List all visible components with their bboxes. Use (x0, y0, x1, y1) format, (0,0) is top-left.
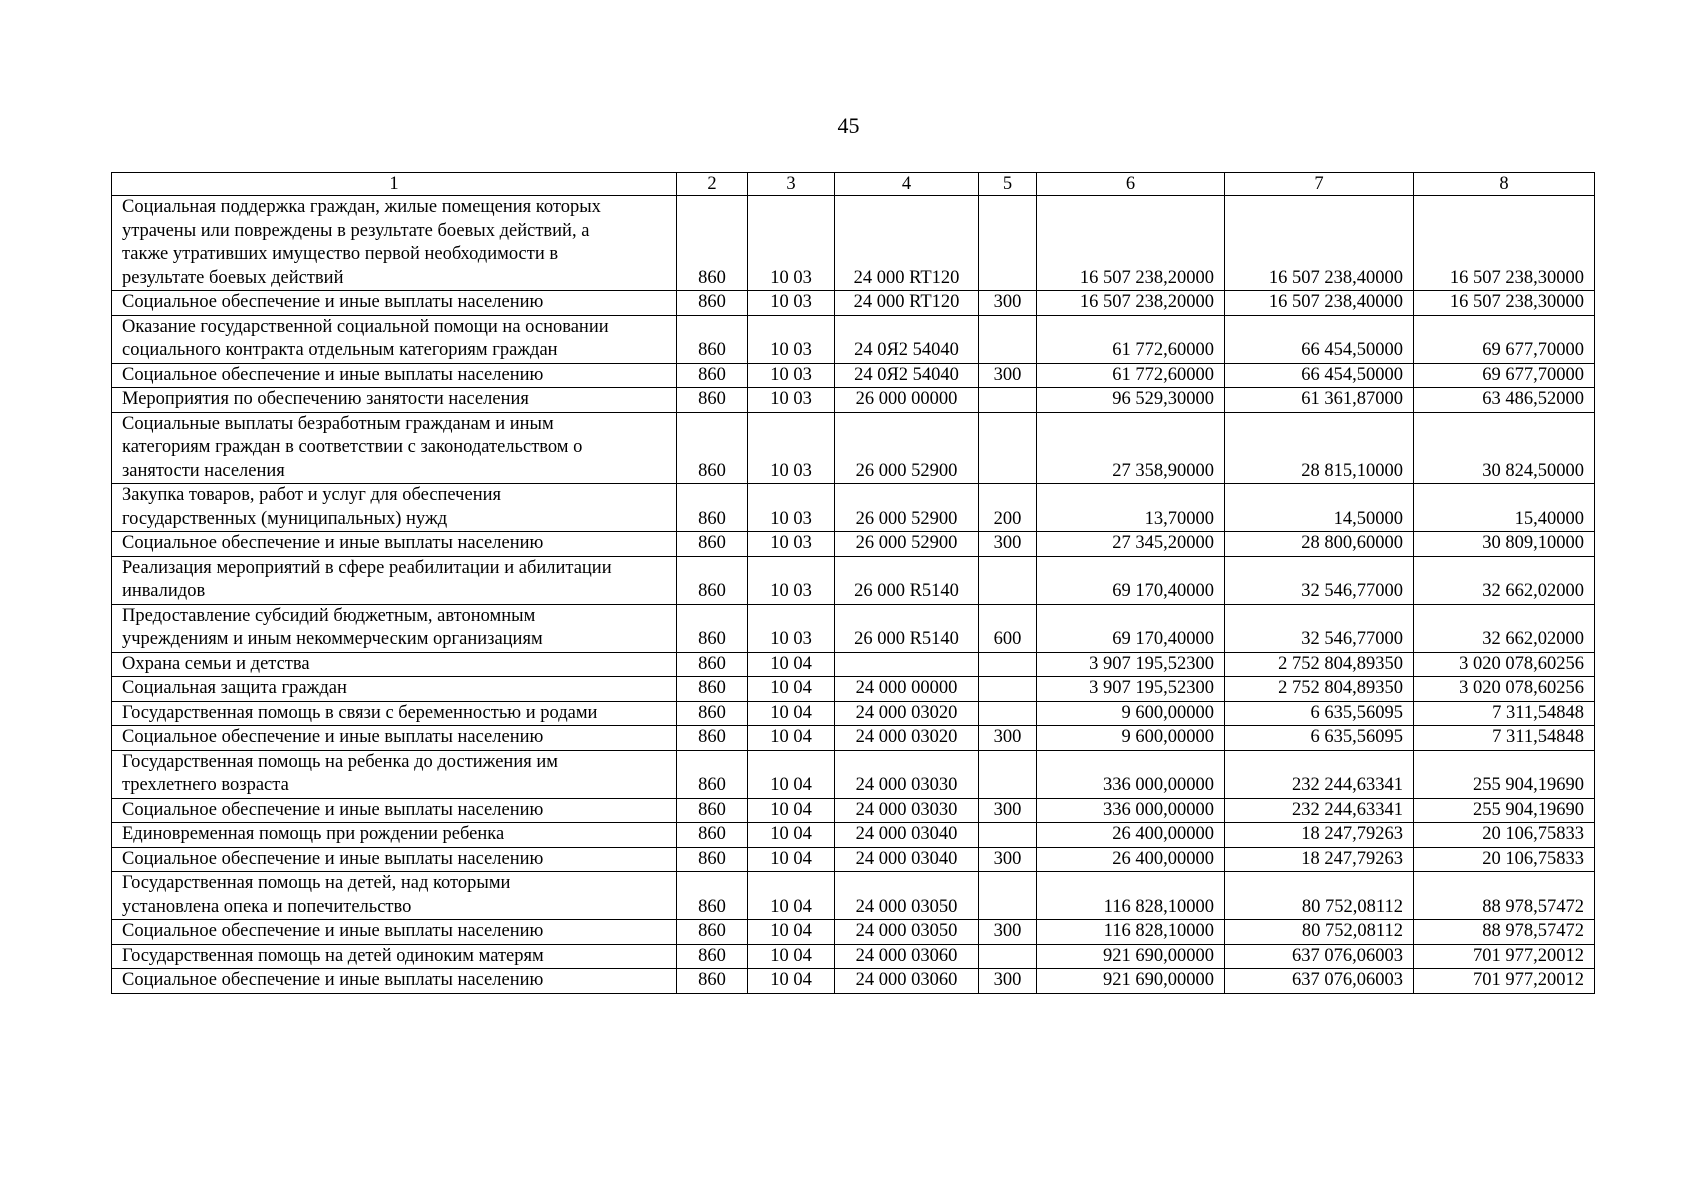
table-row (112, 196, 1595, 291)
row-name-cell: Социальное обеспечение и иные выплаты населению (112, 798, 677, 823)
header-cell: 4 (835, 173, 979, 196)
section-code-cell: 10 03 (748, 412, 835, 484)
amount-col7-cell: 2 752 804,89350 (1225, 677, 1414, 702)
amount-col6-cell: 69 170,40000 (1037, 604, 1225, 652)
expense-type-cell (979, 196, 1037, 291)
header-cell: 7 (1225, 173, 1414, 196)
target-code-cell: 26 000 R5140 (835, 556, 979, 604)
expense-type-cell (979, 944, 1037, 969)
admin-code-cell: 860 (677, 196, 748, 291)
amount-col8-cell: 69 677,70000 (1414, 363, 1595, 388)
expense-type-cell: 300 (979, 847, 1037, 872)
amount-col7-cell: 637 076,06003 (1225, 969, 1414, 994)
admin-code-cell: 860 (677, 363, 748, 388)
amount-col8-cell: 255 904,19690 (1414, 750, 1595, 798)
table-row (112, 363, 1595, 388)
amount-col7-cell: 66 454,50000 (1225, 363, 1414, 388)
admin-code-cell: 860 (677, 556, 748, 604)
section-code-cell: 10 04 (748, 701, 835, 726)
amount-col7-cell: 32 546,77000 (1225, 556, 1414, 604)
expense-type-cell (979, 652, 1037, 677)
row-name-cell: Государственная помощь на детей, над которыми установлена опека и попечительство (112, 872, 677, 920)
amount-col6-cell: 61 772,60000 (1037, 363, 1225, 388)
table-row (112, 677, 1595, 702)
expense-type-cell: 200 (979, 484, 1037, 532)
admin-code-cell: 860 (677, 388, 748, 413)
target-code-cell: 24 0Я2 54040 (835, 363, 979, 388)
amount-col6-cell: 26 400,00000 (1037, 823, 1225, 848)
header-cell: 8 (1414, 173, 1595, 196)
admin-code-cell: 860 (677, 798, 748, 823)
amount-col6-cell: 61 772,60000 (1037, 315, 1225, 363)
amount-col8-cell: 63 486,52000 (1414, 388, 1595, 413)
row-name-cell: Социальное обеспечение и иные выплаты населению (112, 920, 677, 945)
admin-code-cell: 860 (677, 944, 748, 969)
target-code-cell: 24 000 03030 (835, 750, 979, 798)
amount-col7-cell: 637 076,06003 (1225, 944, 1414, 969)
target-code-cell (835, 652, 979, 677)
amount-col6-cell: 96 529,30000 (1037, 388, 1225, 413)
amount-col7-cell: 232 244,63341 (1225, 798, 1414, 823)
table-row (112, 823, 1595, 848)
amount-col8-cell: 16 507 238,30000 (1414, 196, 1595, 291)
amount-col8-cell: 20 106,75833 (1414, 823, 1595, 848)
table-row (112, 944, 1595, 969)
row-name-cell: Социальное обеспечение и иные выплаты населению (112, 969, 677, 994)
amount-col7-cell: 6 635,56095 (1225, 701, 1414, 726)
amount-col6-cell: 921 690,00000 (1037, 944, 1225, 969)
amount-col8-cell: 20 106,75833 (1414, 847, 1595, 872)
row-name-cell: Государственная помощь на ребенка до достижения им трехлетнего возраста (112, 750, 677, 798)
amount-col8-cell: 3 020 078,60256 (1414, 652, 1595, 677)
table-row (112, 872, 1595, 920)
target-code-cell: 24 000 03050 (835, 872, 979, 920)
target-code-cell: 24 000 03060 (835, 969, 979, 994)
header-cell: 2 (677, 173, 748, 196)
row-name-cell: Единовременная помощь при рождении ребенка (112, 823, 677, 848)
amount-col6-cell: 16 507 238,20000 (1037, 291, 1225, 316)
table-row (112, 920, 1595, 945)
row-name-cell: Государственная помощь на детей одиноким матерям (112, 944, 677, 969)
header-cell: 3 (748, 173, 835, 196)
amount-col6-cell: 116 828,10000 (1037, 872, 1225, 920)
row-name-cell: Предоставление субсидий бюджетным, автономным учреждениям и иным некоммерческим организациям (112, 604, 677, 652)
table-row (112, 701, 1595, 726)
admin-code-cell: 860 (677, 750, 748, 798)
header-cell: 1 (112, 173, 677, 196)
amount-col6-cell: 3 907 195,52300 (1037, 652, 1225, 677)
expense-type-cell (979, 315, 1037, 363)
amount-col8-cell: 16 507 238,30000 (1414, 291, 1595, 316)
amount-col7-cell: 28 800,60000 (1225, 532, 1414, 557)
amount-col8-cell: 3 020 078,60256 (1414, 677, 1595, 702)
target-code-cell: 26 000 52900 (835, 412, 979, 484)
admin-code-cell: 860 (677, 291, 748, 316)
target-code-cell: 26 000 00000 (835, 388, 979, 413)
header-cell: 5 (979, 173, 1037, 196)
amount-col8-cell: 7 311,54848 (1414, 701, 1595, 726)
target-code-cell: 24 000 03040 (835, 847, 979, 872)
amount-col6-cell: 336 000,00000 (1037, 798, 1225, 823)
target-code-cell: 24 000 RT120 (835, 291, 979, 316)
admin-code-cell: 860 (677, 969, 748, 994)
header-row (112, 173, 1595, 196)
section-code-cell: 10 04 (748, 920, 835, 945)
admin-code-cell: 860 (677, 847, 748, 872)
section-code-cell: 10 04 (748, 847, 835, 872)
table-row (112, 315, 1595, 363)
expense-type-cell (979, 388, 1037, 413)
target-code-cell: 26 000 52900 (835, 532, 979, 557)
row-name-cell: Реализация мероприятий в сфере реабилитации и абилитации инвалидов (112, 556, 677, 604)
row-name-cell: Социальное обеспечение и иные выплаты населению (112, 363, 677, 388)
amount-col6-cell: 116 828,10000 (1037, 920, 1225, 945)
amount-col6-cell: 13,70000 (1037, 484, 1225, 532)
amount-col7-cell: 80 752,08112 (1225, 872, 1414, 920)
expense-type-cell (979, 701, 1037, 726)
amount-col6-cell: 921 690,00000 (1037, 969, 1225, 994)
amount-col8-cell: 30 824,50000 (1414, 412, 1595, 484)
expense-type-cell: 300 (979, 726, 1037, 751)
table-row (112, 484, 1595, 532)
page-number: 45 (837, 113, 860, 138)
expense-type-cell: 300 (979, 969, 1037, 994)
admin-code-cell: 860 (677, 872, 748, 920)
row-name-cell: Социальное обеспечение и иные выплаты населению (112, 291, 677, 316)
section-code-cell: 10 03 (748, 604, 835, 652)
target-code-cell: 24 000 03050 (835, 920, 979, 945)
section-code-cell: 10 04 (748, 750, 835, 798)
target-code-cell: 24 000 03020 (835, 701, 979, 726)
row-name-cell: Государственная помощь в связи с беременностью и родами (112, 701, 677, 726)
expense-type-cell (979, 823, 1037, 848)
expense-type-cell (979, 750, 1037, 798)
row-name-cell: Закупка товаров, работ и услуг для обеспечения государственных (муниципальных) нужд (112, 484, 677, 532)
table-row (112, 750, 1595, 798)
expense-type-cell: 300 (979, 363, 1037, 388)
section-code-cell: 10 03 (748, 363, 835, 388)
target-code-cell: 24 000 03030 (835, 798, 979, 823)
amount-col6-cell: 16 507 238,20000 (1037, 196, 1225, 291)
amount-col7-cell: 80 752,08112 (1225, 920, 1414, 945)
admin-code-cell: 860 (677, 726, 748, 751)
section-code-cell: 10 03 (748, 484, 835, 532)
amount-col8-cell: 32 662,02000 (1414, 556, 1595, 604)
table-body (112, 196, 1595, 994)
section-code-cell: 10 04 (748, 652, 835, 677)
target-code-cell: 26 000 52900 (835, 484, 979, 532)
amount-col7-cell: 18 247,79263 (1225, 823, 1414, 848)
amount-col6-cell: 336 000,00000 (1037, 750, 1225, 798)
target-code-cell: 24 000 03060 (835, 944, 979, 969)
section-code-cell: 10 03 (748, 388, 835, 413)
table-row (112, 726, 1595, 751)
section-code-cell: 10 03 (748, 196, 835, 291)
admin-code-cell: 860 (677, 484, 748, 532)
row-name-cell: Социальное обеспечение и иные выплаты населению (112, 726, 677, 751)
amount-col7-cell: 28 815,10000 (1225, 412, 1414, 484)
table-row (112, 652, 1595, 677)
admin-code-cell: 860 (677, 315, 748, 363)
expense-type-cell: 300 (979, 291, 1037, 316)
expense-type-cell: 300 (979, 532, 1037, 557)
section-code-cell: 10 04 (748, 726, 835, 751)
target-code-cell: 24 000 03020 (835, 726, 979, 751)
expense-type-cell: 300 (979, 920, 1037, 945)
section-code-cell: 10 04 (748, 944, 835, 969)
amount-col7-cell: 14,50000 (1225, 484, 1414, 532)
amount-col6-cell: 9 600,00000 (1037, 701, 1225, 726)
amount-col7-cell: 2 752 804,89350 (1225, 652, 1414, 677)
row-name-cell: Социальная поддержка граждан, жилые помещения которых утрачены или повреждены в результате боевых действий, а также утративших имущество первой необходимости в результате боевых действий (112, 196, 677, 291)
target-code-cell: 26 000 R5140 (835, 604, 979, 652)
amount-col7-cell: 18 247,79263 (1225, 847, 1414, 872)
expense-type-cell (979, 556, 1037, 604)
table-row (112, 604, 1595, 652)
row-name-cell: Социальное обеспечение и иные выплаты населению (112, 847, 677, 872)
amount-col6-cell: 26 400,00000 (1037, 847, 1225, 872)
amount-col7-cell: 6 635,56095 (1225, 726, 1414, 751)
row-name-cell: Социальная защита граждан (112, 677, 677, 702)
expense-type-cell: 300 (979, 798, 1037, 823)
target-code-cell: 24 0Я2 54040 (835, 315, 979, 363)
admin-code-cell: 860 (677, 920, 748, 945)
section-code-cell: 10 04 (748, 872, 835, 920)
section-code-cell: 10 03 (748, 315, 835, 363)
expense-type-cell (979, 872, 1037, 920)
admin-code-cell: 860 (677, 604, 748, 652)
section-code-cell: 10 03 (748, 556, 835, 604)
header-cell: 6 (1037, 173, 1225, 196)
target-code-cell: 24 000 00000 (835, 677, 979, 702)
row-name-cell: Оказание государственной социальной помощи на основании социального контракта отдельным категориям граждан (112, 315, 677, 363)
amount-col8-cell: 701 977,20012 (1414, 969, 1595, 994)
amount-col7-cell: 32 546,77000 (1225, 604, 1414, 652)
table-row (112, 412, 1595, 484)
amount-col7-cell: 232 244,63341 (1225, 750, 1414, 798)
expense-type-cell: 600 (979, 604, 1037, 652)
table-row (112, 847, 1595, 872)
amount-col7-cell: 61 361,87000 (1225, 388, 1414, 413)
budget-table (111, 172, 1595, 994)
table-row (112, 532, 1595, 557)
amount-col6-cell: 27 345,20000 (1037, 532, 1225, 557)
amount-col6-cell: 9 600,00000 (1037, 726, 1225, 751)
row-name-cell: Социальные выплаты безработным гражданам и иным категориям граждан в соответствии с законодательством о занятости населения (112, 412, 677, 484)
amount-col8-cell: 88 978,57472 (1414, 872, 1595, 920)
section-code-cell: 10 04 (748, 823, 835, 848)
admin-code-cell: 860 (677, 652, 748, 677)
admin-code-cell: 860 (677, 412, 748, 484)
table-row (112, 969, 1595, 994)
table-row (112, 798, 1595, 823)
row-name-cell: Охрана семьи и детства (112, 652, 677, 677)
admin-code-cell: 860 (677, 823, 748, 848)
table-row (112, 388, 1595, 413)
amount-col7-cell: 16 507 238,40000 (1225, 291, 1414, 316)
expense-type-cell (979, 677, 1037, 702)
section-code-cell: 10 04 (748, 677, 835, 702)
admin-code-cell: 860 (677, 677, 748, 702)
section-code-cell: 10 04 (748, 969, 835, 994)
amount-col8-cell: 88 978,57472 (1414, 920, 1595, 945)
amount-col7-cell: 66 454,50000 (1225, 315, 1414, 363)
amount-col8-cell: 15,40000 (1414, 484, 1595, 532)
amount-col8-cell: 69 677,70000 (1414, 315, 1595, 363)
row-name-cell: Мероприятия по обеспечению занятости населения (112, 388, 677, 413)
section-code-cell: 10 03 (748, 532, 835, 557)
amount-col6-cell: 27 358,90000 (1037, 412, 1225, 484)
expense-type-cell (979, 412, 1037, 484)
target-code-cell: 24 000 03040 (835, 823, 979, 848)
amount-col8-cell: 7 311,54848 (1414, 726, 1595, 751)
amount-col8-cell: 30 809,10000 (1414, 532, 1595, 557)
amount-col6-cell: 3 907 195,52300 (1037, 677, 1225, 702)
table-row (112, 291, 1595, 316)
amount-col8-cell: 32 662,02000 (1414, 604, 1595, 652)
table-row (112, 556, 1595, 604)
target-code-cell: 24 000 RT120 (835, 196, 979, 291)
admin-code-cell: 860 (677, 701, 748, 726)
amount-col8-cell: 701 977,20012 (1414, 944, 1595, 969)
section-code-cell: 10 04 (748, 798, 835, 823)
section-code-cell: 10 03 (748, 291, 835, 316)
amount-col7-cell: 16 507 238,40000 (1225, 196, 1414, 291)
amount-col8-cell: 255 904,19690 (1414, 798, 1595, 823)
row-name-cell: Социальное обеспечение и иные выплаты населению (112, 532, 677, 557)
amount-col6-cell: 69 170,40000 (1037, 556, 1225, 604)
admin-code-cell: 860 (677, 532, 748, 557)
